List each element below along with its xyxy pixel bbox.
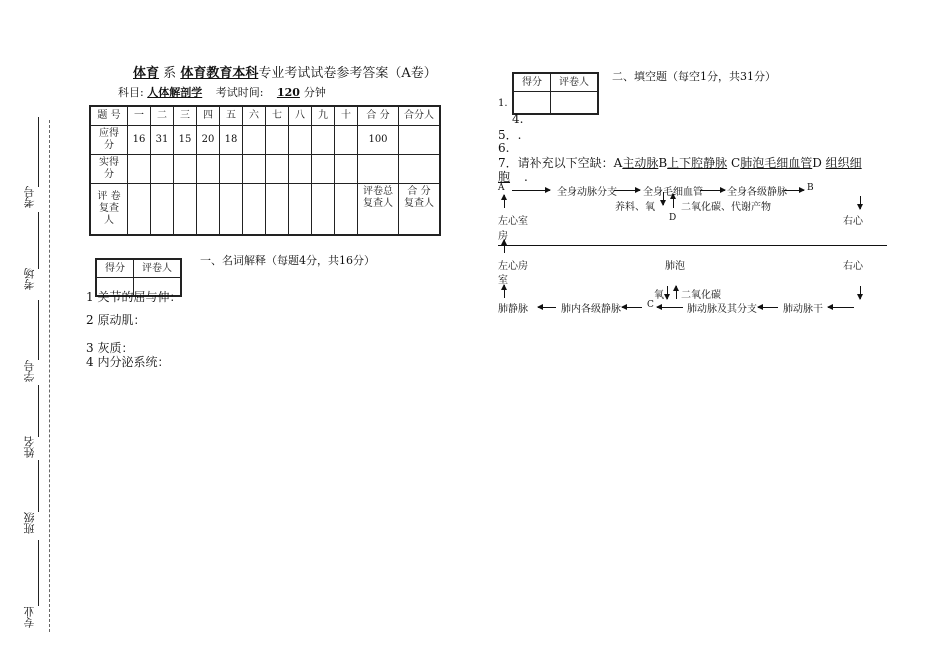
score-cell: 31 (151, 125, 174, 154)
node-lung-veins: 肺内各级静脉 (561, 304, 621, 315)
col-header: 七 (266, 106, 289, 125)
col-header: 八 (289, 106, 312, 125)
score-cell (174, 183, 197, 235)
grader-box-score-label: 得分 (96, 259, 134, 278)
question-1-3: 3 灰质： (86, 341, 134, 355)
subject-label: 科目: (118, 86, 144, 99)
arrow-right (784, 190, 804, 191)
score-cell: 18 (220, 125, 243, 154)
score-cell (128, 154, 151, 183)
question-1-2: 2 原动肌： (86, 313, 146, 327)
score-cell (289, 125, 312, 154)
scorer-cell (399, 125, 441, 154)
page-title (133, 62, 437, 81)
grader-box-score-label: 得分 (513, 73, 551, 92)
label-oxygen: 氧 (654, 290, 664, 301)
node-b: B (807, 183, 814, 193)
score-cell (266, 183, 289, 235)
subject-value: 人体解剖学 (147, 86, 203, 99)
dept-suffix: 系 (163, 66, 177, 81)
answer-d: 组织细胞 (498, 156, 862, 184)
scorer-reviewer-cell: 合 分复查人 (399, 183, 441, 235)
row-label-actual: 实得分 (90, 154, 128, 183)
margin-label-exam-room: 考场 (23, 268, 36, 290)
arrow-down (860, 286, 861, 299)
arrow-left (657, 307, 683, 308)
score-cell (335, 125, 358, 154)
label-nutrients: 养料、氧 (615, 202, 655, 213)
node-body-veins: 全身各级静脉 (727, 187, 787, 198)
score-cell (220, 183, 243, 235)
margin-line (38, 540, 39, 606)
col-header: 四 (197, 106, 220, 125)
margin-line (38, 460, 39, 512)
label-c: C (731, 156, 741, 170)
col-header: 三 (174, 106, 197, 125)
node-body-arteries: 全身动脉分支 (557, 187, 617, 198)
grader-box-score[interactable] (513, 92, 551, 114)
score-cell (243, 125, 266, 154)
label-b: B (658, 156, 668, 170)
col-header: 五 (220, 106, 243, 125)
node-d: D (669, 213, 677, 223)
grader-box-grader-label: 评卷人 (551, 73, 599, 92)
score-cell (151, 183, 174, 235)
node-c: C (647, 300, 654, 310)
col-header: 十 (335, 106, 358, 125)
margin-label-major: 专业 (23, 606, 36, 628)
node-left-ventricle: 左心室 (498, 216, 528, 227)
score-cell (174, 154, 197, 183)
arrow-left (622, 307, 642, 308)
node-pulmonary-arteries: 肺动脉及其分支 (687, 304, 757, 315)
section1-title: 一、名词解释（每题4分，共16分） (200, 254, 375, 267)
margin-line (38, 385, 39, 437)
node-left-ventricle-tail: 房 (498, 231, 508, 242)
arrow-left (758, 307, 778, 308)
margin-label-exam-number: 考号 (23, 186, 36, 208)
arrow-right (512, 190, 550, 191)
node-pulmonary-trunk: 肺动脉干 (783, 304, 823, 315)
scorer-header: 合分人 (399, 106, 441, 125)
dept: 体育 (133, 66, 160, 81)
arrow-left (828, 307, 854, 308)
margin-label-name: 姓名 (23, 436, 36, 458)
node-left-atrium-tail: 室 (498, 275, 508, 286)
time-value: 120 (276, 86, 300, 99)
score-cell (335, 183, 358, 235)
score-cell (128, 183, 151, 235)
score-cell (197, 183, 220, 235)
total-reviewer-cell: 评卷总复查人 (358, 183, 399, 235)
scorer-cell (399, 154, 441, 183)
row-label-expected: 应得分 (90, 125, 128, 154)
grader-box-grader[interactable] (551, 92, 599, 114)
col-header: 九 (312, 106, 335, 125)
cut-line (49, 120, 50, 632)
arrow-down (667, 286, 668, 299)
total-cell (358, 154, 399, 183)
node-body-capillaries: 全身毛细血管 (643, 187, 703, 198)
total-header: 合 分 (358, 106, 399, 125)
score-cell: 20 (197, 125, 220, 154)
score-cell (243, 183, 266, 235)
arrow-right (614, 190, 640, 191)
arrow-down (860, 196, 861, 209)
arrow-up (504, 195, 505, 208)
margin-line (38, 212, 39, 269)
margin-label-class: 班级 (23, 512, 36, 534)
question-2-7 (498, 156, 868, 184)
score-cell (312, 125, 335, 154)
col-header: 一 (128, 106, 151, 125)
grader-box-2 (512, 72, 599, 115)
time-label: 考试时间: (215, 86, 264, 99)
subject-line (118, 84, 326, 100)
end-dot: . (524, 170, 528, 184)
score-cell (197, 154, 220, 183)
score-cell (289, 154, 312, 183)
score-cell: 16 (128, 125, 151, 154)
title-rest: 专业考试试卷参考答案（A卷） (258, 66, 437, 81)
section2-title: 二、填空题（每空1分，共31分） (612, 70, 776, 83)
question-2-5: 5．. (498, 128, 522, 142)
arrow-up (673, 194, 674, 208)
score-cell (220, 154, 243, 183)
score-cell (151, 154, 174, 183)
score-cell (312, 154, 335, 183)
label-waste: 二氧化碳、代谢产物 (681, 202, 771, 213)
grader-box-grader-label: 评卷人 (134, 259, 182, 278)
major: 体育教育本科 (180, 66, 259, 81)
question-1-4: 4 内分泌系统： (86, 355, 170, 369)
node-pulmonary-vein: 肺静脉 (498, 304, 528, 315)
margin-line (38, 117, 39, 187)
question-1-1: 1 关节的屈与伸： (86, 290, 182, 304)
time-unit: 分钟 (303, 86, 326, 99)
arrow-up (504, 285, 505, 298)
divider-line (498, 245, 887, 246)
question-2-6: 6. (498, 141, 510, 155)
label-co2: 二氧化碳 (681, 290, 721, 301)
q7-prefix: 7．请补充以下空缺：A (498, 156, 623, 170)
row-header: 题 号 (90, 106, 128, 125)
arrow-up (676, 286, 677, 299)
score-cell (312, 183, 335, 235)
node-a: A (498, 183, 505, 193)
arrow-up (504, 240, 505, 253)
label-d: D (812, 156, 822, 170)
score-cell (266, 154, 289, 183)
question-2-4: 4. (512, 112, 524, 126)
answer-a: 主动脉 (622, 156, 659, 170)
arrow-down (663, 192, 664, 205)
arrow-left (538, 307, 556, 308)
score-cell (335, 154, 358, 183)
row-label-reviewer: 评 卷复查人 (90, 183, 128, 235)
score-cell (266, 125, 289, 154)
node-alveoli: 肺泡 (665, 261, 685, 272)
margin-label-student-id: 学号 (23, 360, 36, 382)
arrow-right (700, 190, 725, 191)
margin-line (38, 300, 39, 360)
answer-c: 肺泡毛细血管 (740, 156, 813, 170)
answer-b: 上下腔静脉 (667, 156, 728, 170)
node-left-atrium: 左心房 (498, 261, 528, 272)
score-cell: 15 (174, 125, 197, 154)
total-cell: 100 (358, 125, 399, 154)
score-table (89, 105, 441, 236)
question-2-1: 1. (498, 98, 508, 109)
score-cell (289, 183, 312, 235)
col-header: 六 (243, 106, 266, 125)
score-cell (243, 154, 266, 183)
node-right-ventricle: 右心 (843, 261, 863, 272)
col-header: 二 (151, 106, 174, 125)
node-right-atrium: 右心 (843, 216, 863, 227)
